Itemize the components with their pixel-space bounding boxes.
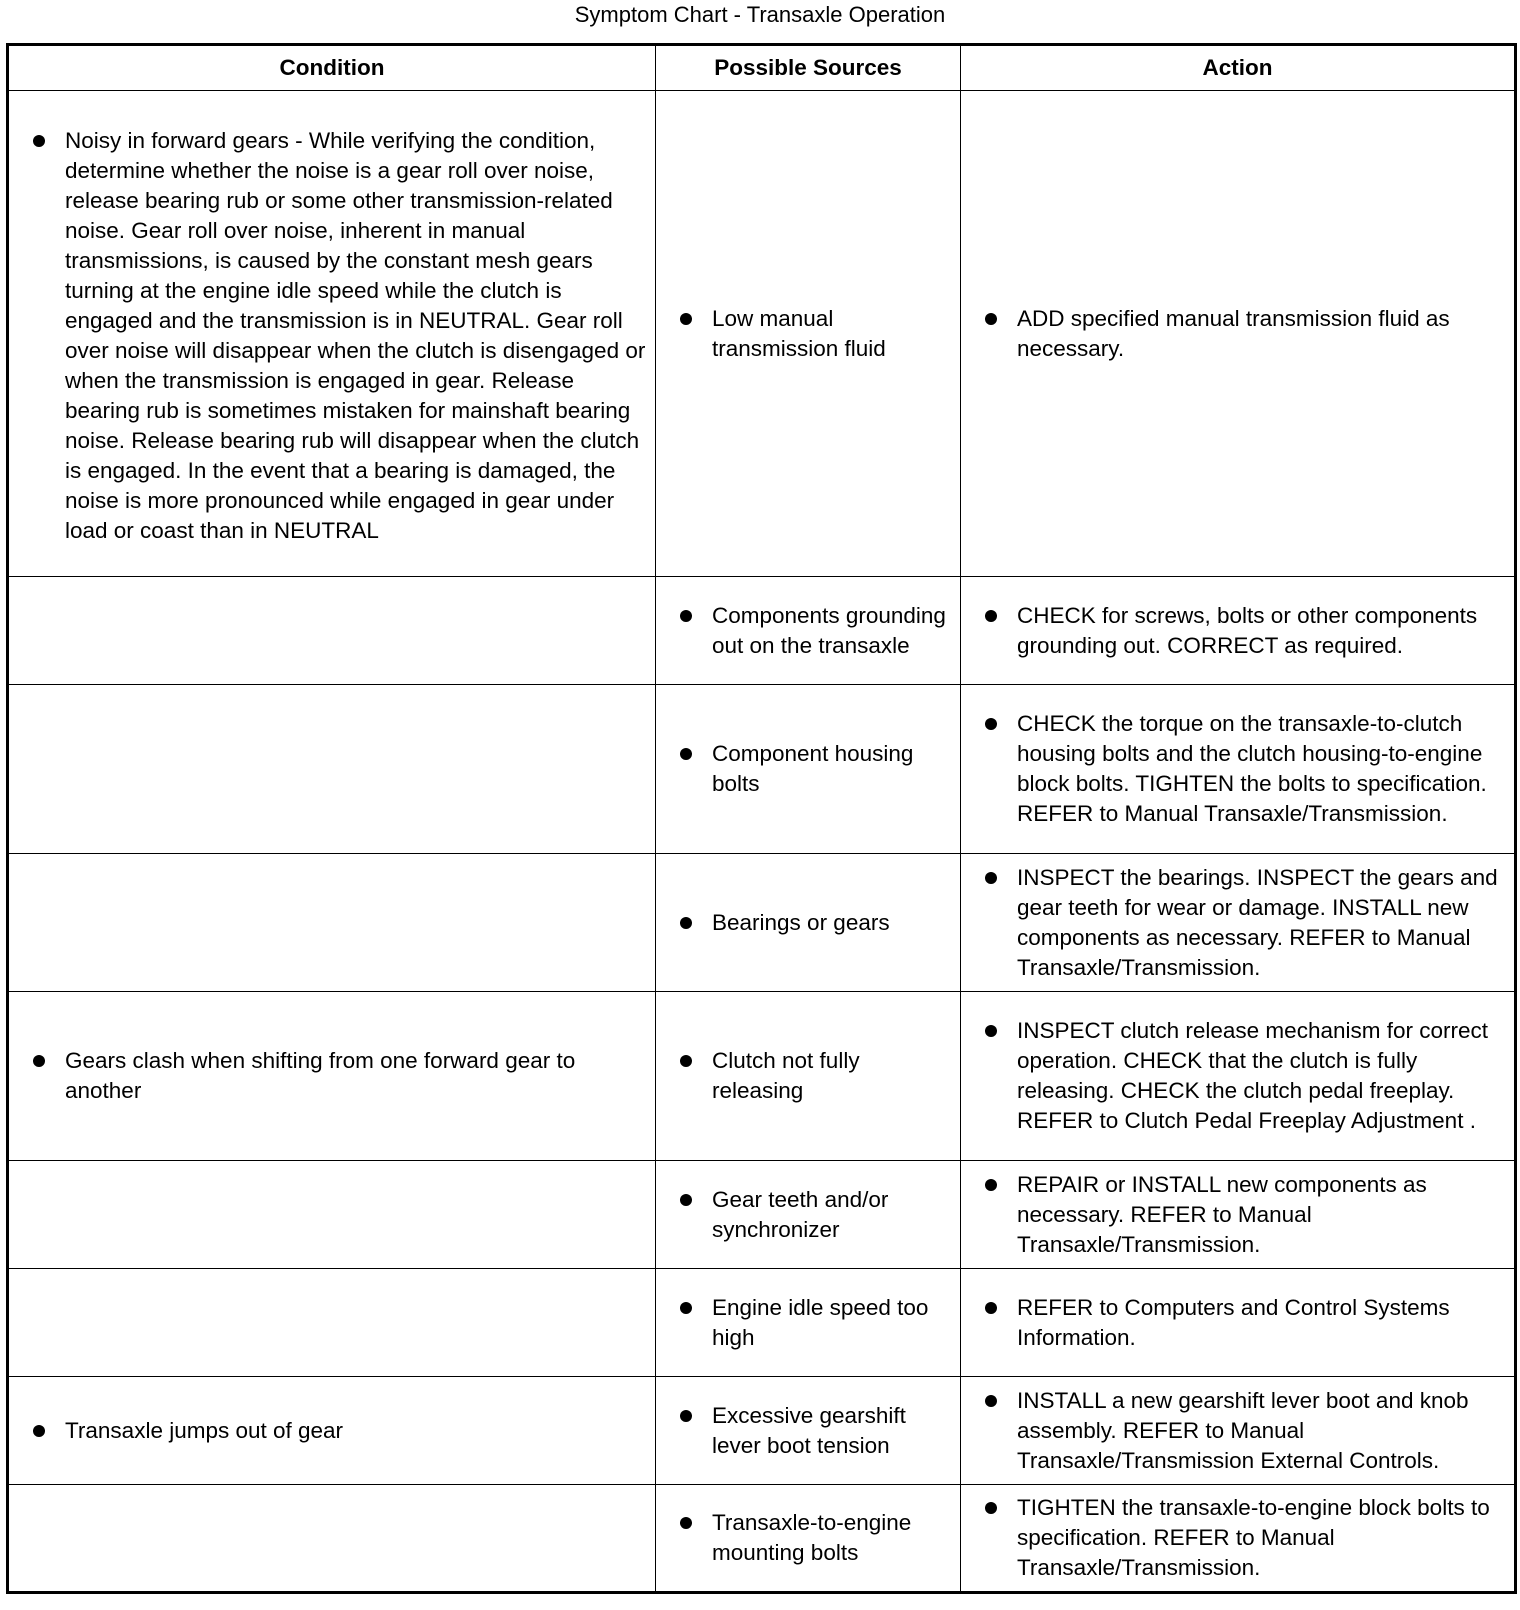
table-row [8, 1161, 1516, 1269]
chart-title: Symptom Chart - Transaxle Operation [574, 2, 946, 27]
bullet-icon [680, 1194, 692, 1206]
bullet-icon [985, 1179, 997, 1191]
source-text: Clutch not fully releasing [712, 1048, 860, 1103]
source-cell [656, 1485, 961, 1593]
table-row [8, 1269, 1516, 1377]
action-text: CHECK for screws, bolts or other components grounding out. CORRECT as required. [1017, 602, 1478, 658]
source-text: Gear teeth and/or synchronizer [712, 1186, 889, 1242]
condition-text: Transaxle jumps out of gear [65, 1417, 344, 1443]
bullet-icon [680, 313, 692, 325]
table-row [8, 91, 1516, 577]
condition-cell [8, 1269, 656, 1377]
condition-cell [8, 91, 656, 577]
condition-cell [8, 992, 656, 1161]
action-cell [961, 992, 1516, 1161]
action-text: REPAIR or INSTALL new components as necessary. REFER to Manual Transaxle/Transmission. [1017, 1171, 1427, 1257]
condition-cell [8, 854, 656, 992]
source-text: Transaxle-to-engine mounting bolts [712, 1510, 912, 1565]
action-cell [961, 854, 1516, 992]
source-cell [656, 685, 961, 854]
bullet-icon [680, 1410, 692, 1422]
action-text: INSPECT the bearings. INSPECT the gears and gear teeth for wear or damage. INSTALL new components as necessary. REFER to Manual Transaxle/Transmission. [1017, 864, 1498, 980]
source-text: Engine idle speed too high [712, 1294, 929, 1350]
condition-cell [8, 685, 656, 854]
action-text: INSPECT clutch release mechanism for correct operation. CHECK that the clutch is fully releasing. CHECK the clutch pedal freeplay. REFER to Clutch Pedal Freeplay Adjustment . [1017, 1018, 1488, 1133]
header-condition: Condition [8, 45, 656, 91]
action-cell [961, 1377, 1516, 1485]
condition-cell [8, 1161, 656, 1269]
table-row [8, 992, 1516, 1161]
table-row [8, 685, 1516, 854]
bullet-icon [985, 872, 997, 884]
source-cell [656, 577, 961, 685]
action-cell [961, 91, 1516, 577]
condition-text: Gears clash when shifting from one forward gear to another [65, 1048, 576, 1103]
table-row [8, 1485, 1516, 1593]
bullet-icon [985, 1395, 997, 1407]
source-cell [656, 1161, 961, 1269]
table-row [8, 854, 1516, 992]
source-cell [656, 854, 961, 992]
action-cell [961, 685, 1516, 854]
bullet-icon [985, 610, 997, 622]
source-text: Low manual transmission fluid [712, 305, 886, 361]
header-possible-sources: Possible Sources [656, 45, 961, 91]
source-text: Component housing bolts [712, 741, 914, 796]
bullet-icon [680, 917, 692, 929]
header-action: Action [961, 45, 1516, 91]
bullet-icon [985, 313, 997, 325]
bullet-icon [985, 1502, 997, 1514]
bullet-icon [680, 1302, 692, 1314]
action-cell [961, 1269, 1516, 1377]
header-row [8, 45, 1516, 91]
bullet-icon [680, 610, 692, 622]
action-cell [961, 577, 1516, 685]
action-text: TIGHTEN the transaxle-to-engine block bolts to specification. REFER to Manual Transaxle/Transmission. [1017, 1495, 1490, 1580]
action-text: CHECK the torque on the transaxle-to-clutch housing bolts and the clutch housing-to-engine block bolts. TIGHTEN the bolts to specification. REFER to Manual Transaxle/Transmission. [1017, 711, 1487, 826]
source-text: Excessive gearshift lever boot tension [712, 1402, 906, 1458]
source-cell [656, 1269, 961, 1377]
action-text: REFER to Computers and Control Systems Information. [1017, 1294, 1450, 1350]
condition-cell [8, 1377, 656, 1485]
bullet-icon [985, 718, 997, 730]
bullet-icon [985, 1025, 997, 1037]
symptom-table [6, 43, 1517, 1594]
condition-cell [8, 577, 656, 685]
source-text: Bearings or gears [712, 909, 890, 935]
table-row [8, 577, 1516, 685]
condition-text: Noisy in forward gears - While verifying the condition, determine whether the noise is a gear roll over noise, release bearing rub or some other transmission-related noise. Gear roll over noise, inherent in manual transmissions, is caused by the constant mesh gears turning at the engine idle speed while the clutch is engaged and the transmission is in NEUTRAL. Gear roll over noise will disappear when the clutch is disengaged or when the transmission is engaged in gear. Release bearing rub is sometimes mistaken for mainshaft bearing noise. Release bearing rub will disappear when the clutch is engaged. In the event that a bearing is damaged, the noise is more pronounced while engaged in gear under load or coast than in NEUTRAL [65, 127, 646, 543]
bullet-icon [680, 1517, 692, 1529]
action-cell [961, 1485, 1516, 1593]
bullet-icon [33, 1425, 45, 1437]
bullet-icon [680, 1055, 692, 1067]
table-row [8, 1377, 1516, 1485]
source-cell [656, 91, 961, 577]
source-cell [656, 992, 961, 1161]
bullet-icon [33, 135, 45, 147]
action-cell [961, 1161, 1516, 1269]
bullet-icon [985, 1302, 997, 1314]
action-text: ADD specified manual transmission fluid as necessary. [1017, 305, 1450, 361]
source-cell [656, 1377, 961, 1485]
condition-cell [8, 1485, 656, 1593]
source-text: Components grounding out on the transaxle [712, 602, 946, 658]
bullet-icon [680, 748, 692, 760]
bullet-icon [33, 1055, 45, 1067]
action-text: INSTALL a new gearshift lever boot and knob assembly. REFER to Manual Transaxle/Transmission External Controls. [1017, 1387, 1469, 1473]
